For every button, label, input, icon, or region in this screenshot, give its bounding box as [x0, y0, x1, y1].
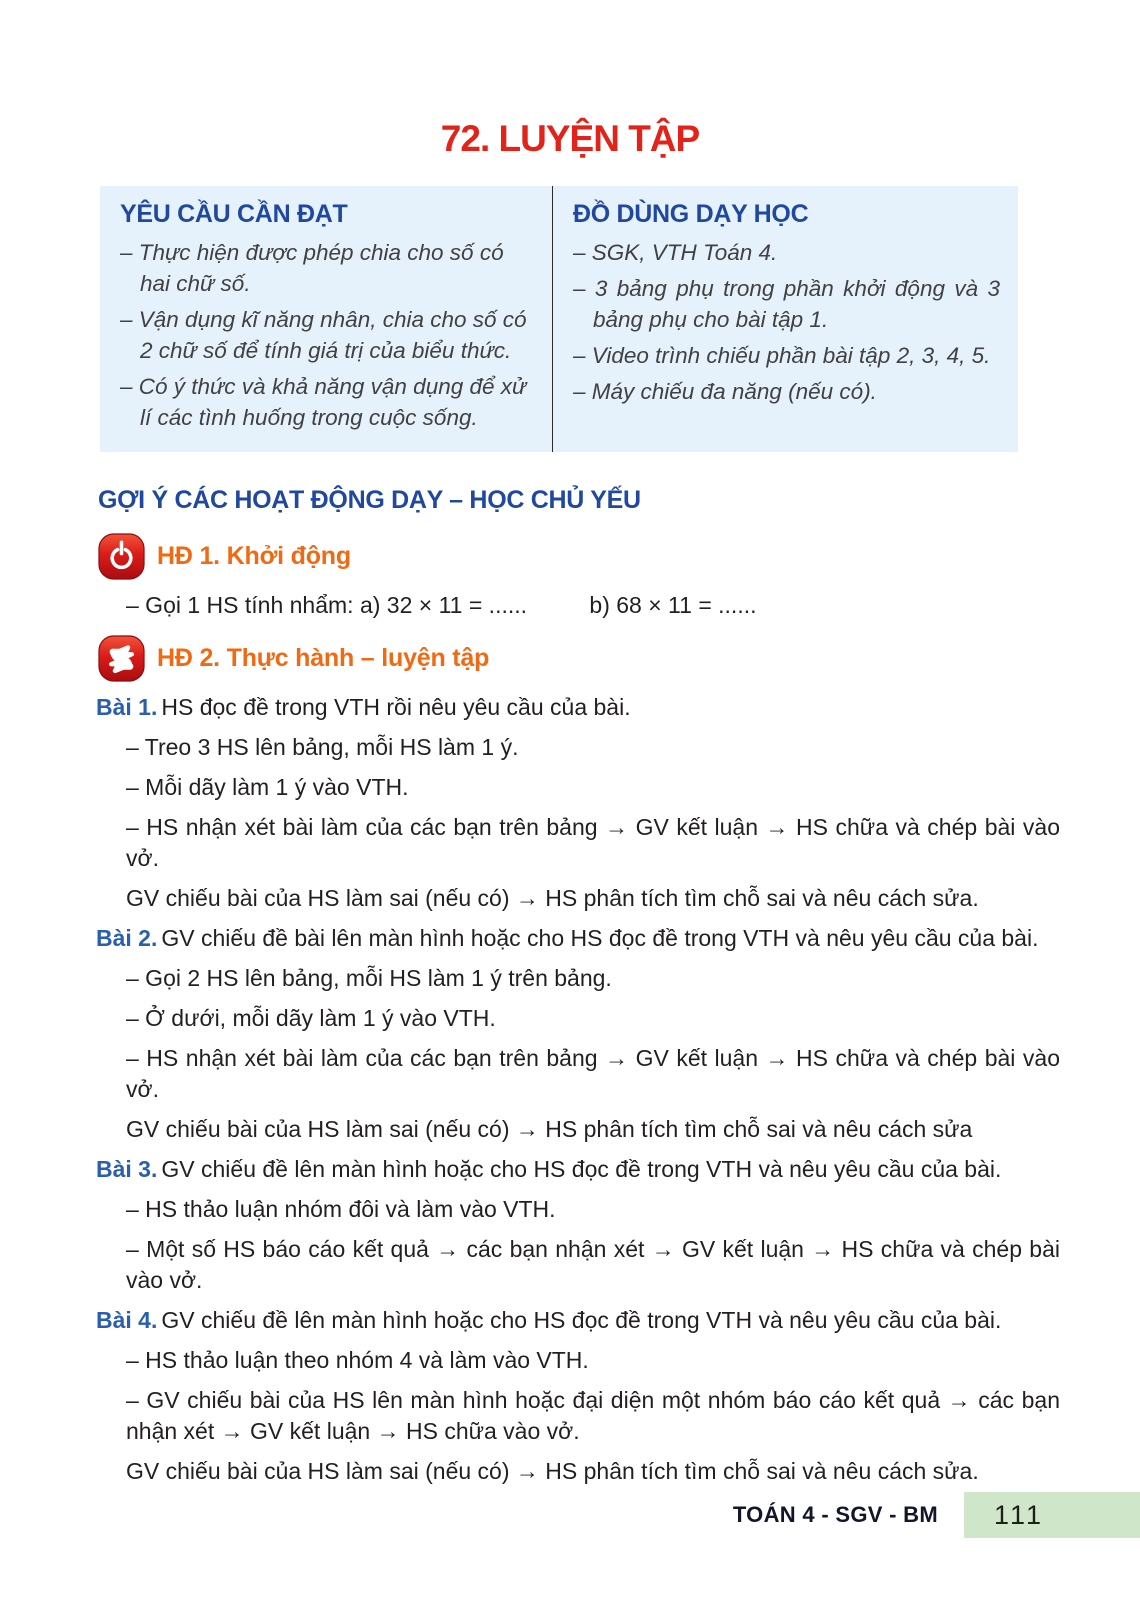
- exercise-2-intro: Bài 2. GV chiếu đề bài lên màn hình hoặc cho HS đọc đề trong VTH và nêu yêu cầu của bài.: [96, 925, 1039, 951]
- exercise-step: – GV chiếu bài của HS lên màn hình hoặc đại diện một nhóm báo cáo kết quả → các bạn nhận xét → GV kết luận → HS chữa vào vở.: [126, 1387, 1060, 1444]
- exercise-step: – Gọi 2 HS lên bảng, mỗi HS làm 1 ý trên bảng.: [126, 965, 612, 991]
- exercise-step: – HS nhận xét bài làm của các bạn trên bảng → GV kết luận → HS chữa và chép bài vào vở.: [126, 1045, 1060, 1102]
- material-item: – Máy chiếu đa năng (nếu có).: [573, 379, 877, 404]
- activities-content: [96, 590, 1060, 621]
- requirement-item: – Vận dụng kĩ năng nhân, chia cho số có 2 chữ số để tính giá trị của biểu thức.: [120, 307, 527, 363]
- exercise-note: GV chiếu bài của HS làm sai (nếu có) → HS phân tích tìm chỗ sai và nêu cách sửa: [126, 1116, 973, 1142]
- requirements-header: YÊU CẦU CẦN ĐẠT: [120, 200, 348, 228]
- exercise-2-label: Bài 2.: [96, 925, 158, 951]
- power-icon: [98, 533, 145, 580]
- exercise-note: GV chiếu bài của HS làm sai (nếu có) → HS phân tích tìm chỗ sai và nêu cách sửa.: [126, 1458, 979, 1484]
- exercise-step: – Một số HS báo cáo kết quả → các bạn nhận xét → GV kết luận → HS chữa và chép bài vào vở.: [126, 1236, 1060, 1293]
- page-number-badge: [964, 1492, 1140, 1538]
- lesson-info-box: [100, 186, 1018, 452]
- footer-book-label: TOÁN 4 - SGV - BM: [732, 1502, 938, 1527]
- exercise-1-label: Bài 1.: [96, 694, 158, 720]
- materials-header: ĐỒ DÙNG DẠY HỌC: [573, 200, 809, 228]
- material-item: – 3 bảng phụ trong phần khởi động và 3 bảng phụ cho bài tập 1.: [573, 276, 1000, 332]
- exercise-4-intro: Bài 4. GV chiếu đề lên màn hình hoặc cho HS đọc đề trong VTH và nêu yêu cầu của bài.: [96, 1307, 1002, 1333]
- warmup-line: [126, 590, 1060, 621]
- material-item: – Video trình chiếu phần bài tập 2, 3, 4, 5.: [573, 343, 991, 368]
- exercise-step: – Treo 3 HS lên bảng, mỗi HS làm 1 ý.: [126, 734, 519, 760]
- requirement-item: – Thực hiện được phép chia cho số có hai chữ số.: [120, 240, 504, 296]
- exercise-4-label: Bài 4.: [96, 1307, 158, 1333]
- requirements-column: [100, 186, 552, 452]
- exercise-step: – Ở dưới, mỗi dãy làm 1 ý vào VTH.: [126, 1005, 496, 1031]
- hands-icon: [98, 635, 145, 682]
- page-title: 72. LUYỆN TẬP: [440, 118, 700, 159]
- exercise-3-label: Bài 3.: [96, 1156, 158, 1182]
- requirement-item: – Có ý thức và khả năng vận dụng để xử lí các tình huống trong cuộc sống.: [120, 374, 527, 430]
- page-number: 111: [994, 1499, 1045, 1530]
- activity-2-label: HĐ 2. Thực hành – luyện tập: [157, 644, 490, 672]
- exercise-note: GV chiếu bài của HS làm sai (nếu có) → HS phân tích tìm chỗ sai và nêu cách sửa.: [126, 885, 979, 911]
- warmup-part-b: b) 68 × 11 = ......: [589, 592, 757, 618]
- exercise-step: – HS thảo luận theo nhóm 4 và làm vào VTH.: [126, 1347, 589, 1373]
- activity-1-label: HĐ 1. Khởi động: [157, 542, 351, 570]
- exercises-content: [96, 692, 1060, 1487]
- exercise-1-intro: Bài 1. HS đọc đề trong VTH rồi nêu yêu cầu của bài.: [96, 694, 631, 720]
- exercise-3-intro: Bài 3. GV chiếu đề lên màn hình hoặc cho HS đọc đề trong VTH và nêu yêu cầu của bài.: [96, 1156, 1002, 1182]
- activity-1-heading: [98, 533, 1060, 580]
- material-item: – SGK, VTH Toán 4.: [573, 240, 778, 265]
- activity-2-heading: [98, 635, 1060, 682]
- exercise-step: – HS nhận xét bài làm của các bạn trên bảng → GV kết luận → HS chữa và chép bài vào vở.: [126, 814, 1060, 871]
- page-footer: [0, 1492, 1140, 1538]
- materials-column: [552, 186, 1018, 452]
- exercise-step: – Mỗi dãy làm 1 ý vào VTH.: [126, 774, 409, 800]
- section-heading: GỢI Ý CÁC HOẠT ĐỘNG DẠY – HỌC CHỦ YẾU: [98, 486, 641, 514]
- exercise-step: – HS thảo luận nhóm đôi và làm vào VTH.: [126, 1196, 556, 1222]
- warmup-part-a: – Gọi 1 HS tính nhẩm: a) 32 × 11 = ......: [126, 592, 528, 618]
